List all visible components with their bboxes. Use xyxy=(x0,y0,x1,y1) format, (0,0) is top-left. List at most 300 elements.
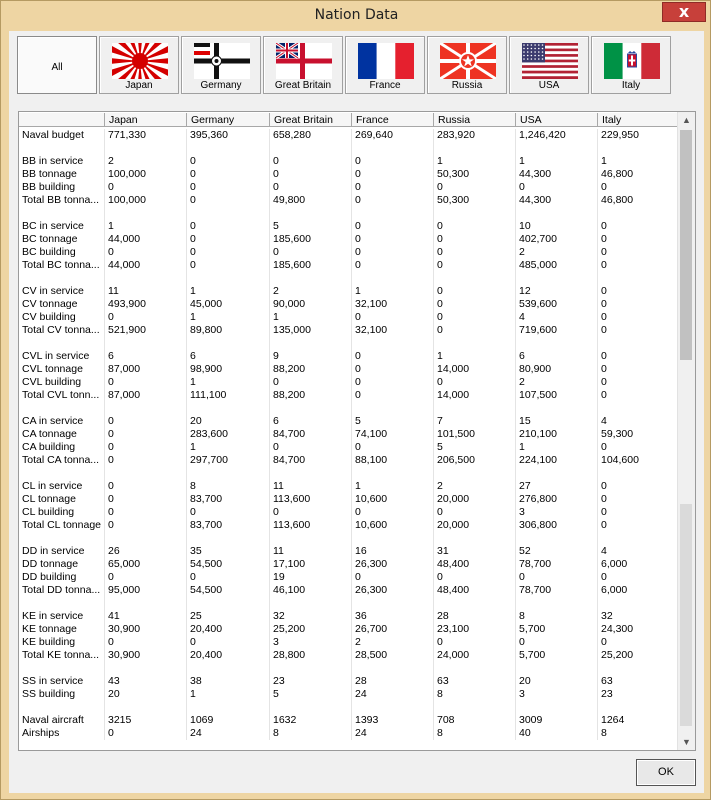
table-cell: 32,100 xyxy=(352,298,434,311)
table-cell xyxy=(516,701,598,714)
table-cell: 1632 xyxy=(270,714,352,727)
table-cell: 8 xyxy=(598,727,678,740)
table-cell xyxy=(516,597,598,610)
table-cell: 0 xyxy=(105,727,187,740)
table-cell: 210,100 xyxy=(516,428,598,441)
table-cell: 36 xyxy=(352,610,434,623)
table-cell: 0 xyxy=(434,571,516,584)
table-cell: 0 xyxy=(598,389,678,402)
table-cell xyxy=(434,402,516,415)
table-row[interactable] xyxy=(19,649,678,662)
table-cell: 10,600 xyxy=(352,519,434,532)
table-cell: 6,000 xyxy=(598,558,678,571)
table-cell: 1 xyxy=(434,155,516,168)
red-star-naval-flag-icon xyxy=(440,43,496,79)
row-label: BC in service xyxy=(19,220,105,233)
row-label: BB in service xyxy=(19,155,105,168)
table-cell: 19 xyxy=(270,571,352,584)
row-label xyxy=(19,337,105,350)
table-cell: 1264 xyxy=(598,714,678,727)
table-cell: 44,300 xyxy=(516,194,598,207)
table-cell: 2 xyxy=(516,376,598,389)
row-label: BC building xyxy=(19,246,105,259)
table-cell: 0 xyxy=(105,246,187,259)
table-row[interactable] xyxy=(19,428,678,441)
close-icon: x xyxy=(678,2,690,21)
table-cell xyxy=(352,701,434,714)
table-cell: 0 xyxy=(598,233,678,246)
table-row[interactable] xyxy=(19,675,678,688)
table-row[interactable] xyxy=(19,207,678,220)
table-cell xyxy=(352,402,434,415)
column-header-france[interactable]: France xyxy=(352,113,434,127)
row-label: CL tonnage xyxy=(19,493,105,506)
row-label: CV building xyxy=(19,311,105,324)
vertical-scrollbar[interactable] xyxy=(677,112,695,750)
row-label xyxy=(19,402,105,415)
table-cell: 27 xyxy=(516,480,598,493)
table-cell: 101,500 xyxy=(434,428,516,441)
table-cell: 0 xyxy=(434,298,516,311)
table-cell: 63 xyxy=(434,675,516,688)
table-cell: 35 xyxy=(187,545,270,558)
row-label: CVL tonnage xyxy=(19,363,105,376)
tab-russia[interactable] xyxy=(427,36,507,94)
table-row[interactable] xyxy=(19,389,678,402)
table-cell: 0 xyxy=(352,233,434,246)
table-cell: 3 xyxy=(270,636,352,649)
rising-sun-flag-icon xyxy=(112,43,168,79)
table-cell: 1 xyxy=(516,441,598,454)
table-cell: 0 xyxy=(598,298,678,311)
table-cell: 38 xyxy=(187,675,270,688)
table-cell: 0 xyxy=(105,181,187,194)
table-cell: 87,000 xyxy=(105,363,187,376)
table-cell xyxy=(434,701,516,714)
table-cell: 0 xyxy=(187,246,270,259)
tab-germany[interactable] xyxy=(181,36,261,94)
tab-japan[interactable] xyxy=(99,36,179,94)
table-row[interactable] xyxy=(19,311,678,324)
table-cell xyxy=(187,701,270,714)
table-row[interactable] xyxy=(19,558,678,571)
table-cell xyxy=(434,272,516,285)
row-label xyxy=(19,597,105,610)
column-header-italy[interactable]: Italy xyxy=(598,113,678,127)
table-cell: 0 xyxy=(598,519,678,532)
table-row[interactable] xyxy=(19,506,678,519)
table-cell xyxy=(516,467,598,480)
table-cell: 52 xyxy=(516,545,598,558)
row-label: CL building xyxy=(19,506,105,519)
table-cell xyxy=(516,142,598,155)
table-cell: 8 xyxy=(516,610,598,623)
table-cell: 84,700 xyxy=(270,454,352,467)
table-cell: 26,700 xyxy=(352,623,434,636)
table-cell xyxy=(434,207,516,220)
table-row[interactable] xyxy=(19,571,678,584)
table-cell: 0 xyxy=(434,246,516,259)
table-cell: 84,700 xyxy=(270,428,352,441)
table-cell xyxy=(352,142,434,155)
table-cell xyxy=(434,532,516,545)
grid-header xyxy=(19,113,678,128)
title-bar[interactable] xyxy=(1,1,711,31)
table-cell: 1 xyxy=(434,350,516,363)
table-cell: 1 xyxy=(187,441,270,454)
table-cell: 0 xyxy=(598,571,678,584)
table-cell: 104,600 xyxy=(598,454,678,467)
scroll-down-icon[interactable]: ▼ xyxy=(682,737,691,747)
table-cell: 65,000 xyxy=(105,558,187,571)
table-cell: 0 xyxy=(434,181,516,194)
table-cell: 54,500 xyxy=(187,584,270,597)
table-cell: 23,100 xyxy=(434,623,516,636)
table-cell: 0 xyxy=(434,259,516,272)
row-label: CA building xyxy=(19,441,105,454)
table-cell: 23 xyxy=(270,675,352,688)
table-row[interactable] xyxy=(19,688,678,701)
table-cell: 26,300 xyxy=(352,584,434,597)
table-row[interactable] xyxy=(19,519,678,532)
scroll-thumb[interactable] xyxy=(680,130,692,360)
table-cell xyxy=(187,662,270,675)
table-cell xyxy=(105,142,187,155)
table-cell: 89,800 xyxy=(187,324,270,337)
table-row[interactable] xyxy=(19,220,678,233)
table-row[interactable] xyxy=(19,545,678,558)
table-cell: 107,500 xyxy=(516,389,598,402)
table-cell: 8 xyxy=(187,480,270,493)
table-cell: 1,246,420 xyxy=(516,129,598,142)
row-label: BC tonnage xyxy=(19,233,105,246)
table-cell: 0 xyxy=(598,506,678,519)
grid-rows xyxy=(19,129,678,740)
row-label: DD in service xyxy=(19,545,105,558)
table-cell: 46,800 xyxy=(598,168,678,181)
tab-all[interactable] xyxy=(17,36,97,94)
row-label: Total DD tonna... xyxy=(19,584,105,597)
table-cell xyxy=(270,207,352,220)
table-row[interactable] xyxy=(19,467,678,480)
table-cell: 28 xyxy=(352,675,434,688)
table-cell: 0 xyxy=(434,285,516,298)
table-cell xyxy=(434,597,516,610)
table-row[interactable] xyxy=(19,532,678,545)
row-label: SS building xyxy=(19,688,105,701)
table-cell: 1 xyxy=(516,155,598,168)
table-cell: 8 xyxy=(270,727,352,740)
table-cell: 0 xyxy=(352,389,434,402)
table-cell: 0 xyxy=(270,181,352,194)
table-row[interactable] xyxy=(19,623,678,636)
table-cell: 0 xyxy=(187,506,270,519)
table-cell xyxy=(598,272,678,285)
table-row[interactable] xyxy=(19,337,678,350)
tab-label: Italy xyxy=(621,80,641,91)
row-label: CV tonnage xyxy=(19,298,105,311)
row-label xyxy=(19,467,105,480)
table-cell: 0 xyxy=(270,155,352,168)
table-cell: 1 xyxy=(105,220,187,233)
table-cell: 7 xyxy=(434,415,516,428)
table-cell xyxy=(352,272,434,285)
table-row[interactable] xyxy=(19,584,678,597)
table-cell xyxy=(270,701,352,714)
table-row[interactable] xyxy=(19,415,678,428)
table-cell xyxy=(598,532,678,545)
table-cell: 0 xyxy=(434,376,516,389)
british-white-ensign-icon xyxy=(276,43,332,79)
header-corner[interactable] xyxy=(19,113,105,127)
row-label: Airships xyxy=(19,727,105,740)
table-cell xyxy=(434,142,516,155)
table-cell: 0 xyxy=(105,454,187,467)
table-cell: 0 xyxy=(516,181,598,194)
table-cell: 0 xyxy=(598,636,678,649)
table-cell: 0 xyxy=(598,480,678,493)
table-cell: 5 xyxy=(352,415,434,428)
table-cell xyxy=(516,337,598,350)
table-cell xyxy=(187,597,270,610)
table-cell: 11 xyxy=(105,285,187,298)
table-cell: 0 xyxy=(434,324,516,337)
tab-label: France xyxy=(369,80,401,91)
table-row[interactable] xyxy=(19,194,678,207)
table-cell xyxy=(270,532,352,545)
table-cell: 59,300 xyxy=(598,428,678,441)
table-cell: 2 xyxy=(516,246,598,259)
table-cell: 283,600 xyxy=(187,428,270,441)
table-row[interactable] xyxy=(19,454,678,467)
row-label: Total KE tonna... xyxy=(19,649,105,662)
table-row[interactable] xyxy=(19,363,678,376)
ok-button[interactable]: OK xyxy=(636,759,696,786)
table-cell: 5 xyxy=(434,441,516,454)
scroll-track-lower[interactable] xyxy=(680,504,692,726)
table-row[interactable] xyxy=(19,233,678,246)
row-label xyxy=(19,662,105,675)
table-cell: 0 xyxy=(105,311,187,324)
table-cell: 0 xyxy=(352,506,434,519)
table-cell: 30,900 xyxy=(105,623,187,636)
table-cell: 0 xyxy=(598,259,678,272)
table-row[interactable] xyxy=(19,181,678,194)
table-cell: 1 xyxy=(187,376,270,389)
table-cell: 224,100 xyxy=(516,454,598,467)
table-cell: 98,900 xyxy=(187,363,270,376)
table-cell xyxy=(516,207,598,220)
tab-italy[interactable] xyxy=(591,36,671,94)
table-cell xyxy=(352,337,434,350)
table-row[interactable] xyxy=(19,376,678,389)
table-cell: 0 xyxy=(598,350,678,363)
table-cell: 0 xyxy=(187,233,270,246)
column-header-japan[interactable]: Japan xyxy=(105,113,187,127)
table-cell xyxy=(598,467,678,480)
table-row[interactable] xyxy=(19,142,678,155)
row-label xyxy=(19,532,105,545)
table-cell: 25 xyxy=(187,610,270,623)
table-cell xyxy=(105,467,187,480)
table-cell xyxy=(105,272,187,285)
table-row[interactable] xyxy=(19,701,678,714)
table-row[interactable] xyxy=(19,298,678,311)
table-row[interactable] xyxy=(19,129,678,142)
tab-label: Russia xyxy=(451,80,483,91)
table-cell: 32 xyxy=(598,610,678,623)
table-cell: 20,000 xyxy=(434,493,516,506)
table-cell: 0 xyxy=(434,506,516,519)
column-header-germany[interactable]: Germany xyxy=(187,113,270,127)
row-label: Total CA tonna... xyxy=(19,454,105,467)
table-cell xyxy=(187,402,270,415)
table-cell: 8 xyxy=(434,727,516,740)
table-cell: 0 xyxy=(434,233,516,246)
table-cell: 0 xyxy=(105,480,187,493)
table-cell: 0 xyxy=(352,376,434,389)
table-row[interactable] xyxy=(19,610,678,623)
table-cell: 4 xyxy=(516,311,598,324)
table-cell: 88,200 xyxy=(270,389,352,402)
table-cell: 0 xyxy=(352,155,434,168)
table-cell: 185,600 xyxy=(270,259,352,272)
table-cell: 17,100 xyxy=(270,558,352,571)
table-cell: 24,300 xyxy=(598,623,678,636)
table-cell xyxy=(352,597,434,610)
tab-label: USA xyxy=(538,80,560,91)
stars-and-stripes-icon xyxy=(522,43,578,79)
table-cell: 0 xyxy=(105,415,187,428)
row-label: BB tonnage xyxy=(19,168,105,181)
table-cell xyxy=(352,532,434,545)
table-row[interactable] xyxy=(19,662,678,675)
column-header-russia[interactable]: Russia xyxy=(434,113,516,127)
table-cell xyxy=(352,662,434,675)
table-cell xyxy=(352,207,434,220)
table-row[interactable] xyxy=(19,259,678,272)
table-cell: 88,200 xyxy=(270,363,352,376)
table-row[interactable] xyxy=(19,272,678,285)
scroll-up-icon[interactable]: ▲ xyxy=(682,115,691,125)
table-cell xyxy=(187,142,270,155)
table-cell: 10 xyxy=(516,220,598,233)
table-cell: 0 xyxy=(352,220,434,233)
table-cell: 50,300 xyxy=(434,168,516,181)
table-cell: 3215 xyxy=(105,714,187,727)
row-label: KE building xyxy=(19,636,105,649)
row-label: Naval budget xyxy=(19,129,105,142)
table-cell: 0 xyxy=(270,168,352,181)
table-row[interactable] xyxy=(19,493,678,506)
row-label: BB building xyxy=(19,181,105,194)
table-cell: 80,900 xyxy=(516,363,598,376)
table-cell: 54,500 xyxy=(187,558,270,571)
table-cell xyxy=(434,467,516,480)
table-row[interactable] xyxy=(19,285,678,298)
table-cell xyxy=(270,662,352,675)
table-cell: 25,200 xyxy=(270,623,352,636)
row-label xyxy=(19,701,105,714)
table-cell: 24 xyxy=(352,727,434,740)
table-row[interactable] xyxy=(19,402,678,415)
table-row[interactable] xyxy=(19,727,678,740)
table-row[interactable] xyxy=(19,246,678,259)
table-cell: 40 xyxy=(516,727,598,740)
table-cell: 5 xyxy=(270,220,352,233)
table-cell: 41 xyxy=(105,610,187,623)
table-cell: 0 xyxy=(434,636,516,649)
table-cell: 45,000 xyxy=(187,298,270,311)
table-cell: 23 xyxy=(598,688,678,701)
row-label xyxy=(19,207,105,220)
table-cell xyxy=(187,272,270,285)
table-cell: 24 xyxy=(187,727,270,740)
table-cell: 31 xyxy=(434,545,516,558)
tab-label: Germany xyxy=(200,80,242,91)
table-row[interactable] xyxy=(19,324,678,337)
table-cell xyxy=(105,337,187,350)
table-cell: 44,000 xyxy=(105,233,187,246)
table-cell: 206,500 xyxy=(434,454,516,467)
table-cell: 0 xyxy=(598,376,678,389)
table-cell: 95,000 xyxy=(105,584,187,597)
table-row[interactable] xyxy=(19,714,678,727)
table-cell xyxy=(270,272,352,285)
table-cell: 708 xyxy=(434,714,516,727)
table-cell: 395,360 xyxy=(187,129,270,142)
table-row[interactable] xyxy=(19,636,678,649)
row-label: CV in service xyxy=(19,285,105,298)
table-row[interactable] xyxy=(19,480,678,493)
table-row[interactable] xyxy=(19,155,678,168)
table-cell: 44,300 xyxy=(516,168,598,181)
close-button[interactable] xyxy=(662,2,706,22)
table-row[interactable] xyxy=(19,441,678,454)
table-cell: 2 xyxy=(105,155,187,168)
table-cell: 90,000 xyxy=(270,298,352,311)
tab-label: Japan xyxy=(125,80,153,91)
table-cell: 283,920 xyxy=(434,129,516,142)
table-cell: 12 xyxy=(516,285,598,298)
nation-data-grid[interactable] xyxy=(18,111,696,751)
table-cell: 719,600 xyxy=(516,324,598,337)
table-cell: 0 xyxy=(352,168,434,181)
table-cell: 771,330 xyxy=(105,129,187,142)
table-cell: 20,000 xyxy=(434,519,516,532)
tab-usa[interactable] xyxy=(509,36,589,94)
table-cell: 78,700 xyxy=(516,584,598,597)
tab-great-britain[interactable] xyxy=(263,36,343,94)
table-row[interactable] xyxy=(19,597,678,610)
table-row[interactable] xyxy=(19,350,678,363)
table-cell: 49,800 xyxy=(270,194,352,207)
row-label: Total CV tonna... xyxy=(19,324,105,337)
table-cell: 0 xyxy=(352,571,434,584)
column-header-great-britain[interactable]: Great Britain xyxy=(270,113,352,127)
table-cell: 74,100 xyxy=(352,428,434,441)
table-cell xyxy=(516,402,598,415)
table-row[interactable] xyxy=(19,168,678,181)
table-cell: 111,100 xyxy=(187,389,270,402)
tab-france[interactable] xyxy=(345,36,425,94)
table-cell xyxy=(270,467,352,480)
table-cell: 28 xyxy=(434,610,516,623)
row-label: Total CVL tonn... xyxy=(19,389,105,402)
table-cell: 0 xyxy=(598,311,678,324)
row-label: CVL in service xyxy=(19,350,105,363)
column-header-usa[interactable]: USA xyxy=(516,113,598,127)
